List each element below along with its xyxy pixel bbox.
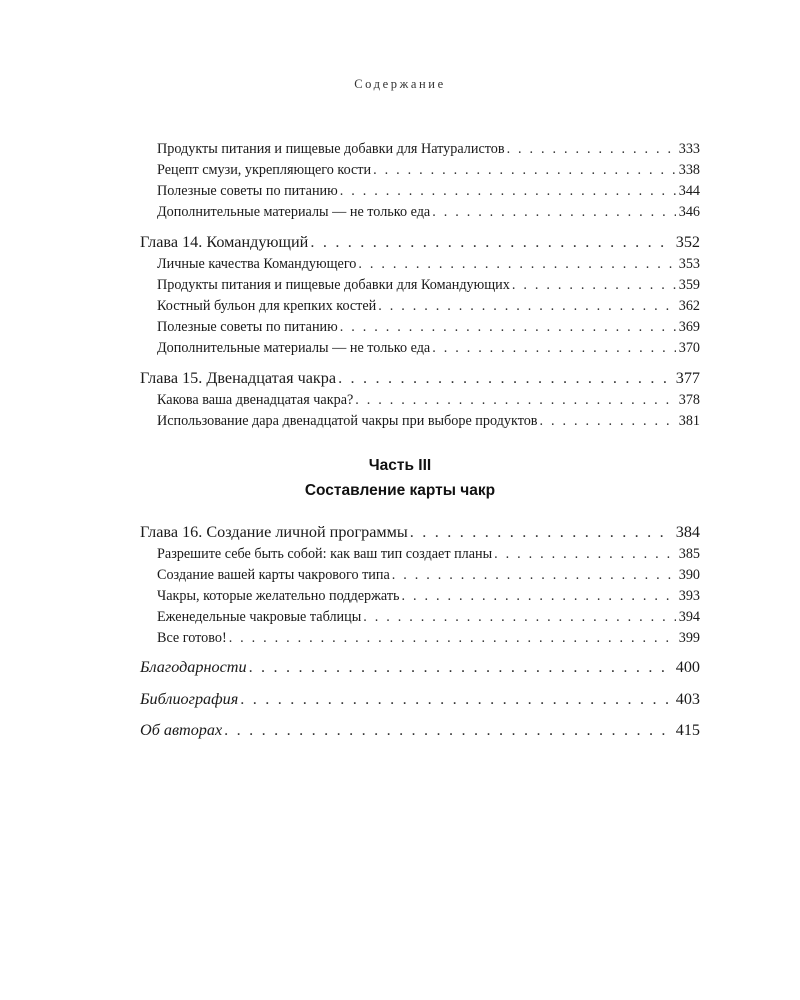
toc-entry[interactable] — [140, 139, 700, 160]
toc-entry[interactable] — [140, 254, 700, 275]
toc-entry[interactable] — [140, 628, 700, 649]
toc-entry[interactable] — [140, 544, 700, 565]
toc-entry-title: Какова ваша двенадцатая чакра? — [157, 392, 354, 408]
dot-leader — [229, 628, 676, 649]
dot-leader — [507, 139, 676, 160]
dot-leader — [224, 719, 673, 742]
toc-entry-page: 390 — [678, 567, 700, 583]
dot-leader — [240, 688, 672, 711]
toc-chapter-14 — [140, 231, 700, 359]
dot-leader — [355, 390, 675, 411]
toc-entry-title: Дополнительные материалы — не только еда — [157, 204, 431, 220]
toc-entry[interactable] — [140, 160, 700, 181]
back-matter-page: 400 — [675, 658, 700, 676]
toc-entry-title: Создание вашей карты чакрового типа — [157, 567, 390, 583]
toc-entry-page: 344 — [678, 183, 700, 199]
toc-entry-page: 385 — [678, 546, 700, 562]
dot-leader — [512, 275, 676, 296]
dot-leader — [402, 586, 676, 607]
dot-leader — [373, 160, 676, 181]
toc-chapter-entry[interactable] — [140, 367, 700, 390]
toc-entry[interactable] — [140, 202, 700, 223]
dot-leader — [432, 202, 676, 223]
toc-entry-title: Использование дара двенадцатой чакры при выборе продуктов — [157, 413, 538, 429]
toc-entry-page: 359 — [678, 277, 700, 293]
toc-entry-title: Личные качества Командующего — [157, 256, 357, 272]
toc-entry[interactable] — [140, 565, 700, 586]
toc-entry[interactable] — [140, 275, 700, 296]
toc-entry-page: 370 — [678, 340, 700, 356]
toc-entry-title: Полезные советы по питанию — [157, 183, 338, 199]
dot-leader — [494, 544, 676, 565]
toc-entry-page: 381 — [678, 413, 700, 429]
toc-entry-page: 338 — [678, 162, 700, 178]
toc-entry-page: 333 — [678, 141, 700, 157]
toc-back-matter-entry[interactable] — [140, 719, 700, 742]
dot-leader — [363, 607, 675, 628]
toc-entry[interactable] — [140, 411, 700, 432]
toc-entry-title: Костный бульон для крепких костей — [157, 298, 377, 314]
toc-entry[interactable] — [140, 607, 700, 628]
toc-entry[interactable] — [140, 390, 700, 411]
dot-leader — [432, 338, 676, 359]
toc-entry-title: Еженедельные чакровые таблицы — [157, 609, 362, 625]
toc-entry[interactable] — [140, 338, 700, 359]
back-matter-page: 403 — [675, 690, 700, 708]
toc-entry-title: Все готово! — [157, 630, 227, 646]
dot-leader — [310, 231, 672, 254]
dot-leader — [338, 367, 673, 390]
toc-entry-page: 362 — [678, 298, 700, 314]
toc-chapter-15 — [140, 367, 700, 432]
toc-entry-page: 369 — [678, 319, 700, 335]
toc-entry-page: 394 — [678, 609, 700, 625]
toc-entry-title: Продукты питания и пищевые добавки для Натуралистов — [157, 141, 505, 157]
part-label: Часть III — [368, 457, 432, 474]
dot-leader — [378, 296, 675, 317]
toc-back-matter-entry[interactable] — [140, 656, 700, 679]
toc-entry-page: 399 — [678, 630, 700, 646]
toc-entry-title: Чакры, которые желательно поддержать — [157, 588, 400, 604]
toc-back-matter-entry[interactable] — [140, 688, 700, 711]
toc-entry[interactable] — [140, 317, 700, 338]
toc-chapter-16 — [140, 521, 700, 649]
toc-entry[interactable] — [140, 296, 700, 317]
toc-entry[interactable] — [140, 586, 700, 607]
chapter-title: Глава 15. Двенадцатая чакра — [140, 369, 337, 387]
toc-entry-title: Разрешите себе быть собой: как ваш тип создает планы — [157, 546, 493, 562]
toc-entry-title: Рецепт смузи, укрепляющего кости — [157, 162, 372, 178]
toc-chapter-entry[interactable] — [140, 231, 700, 254]
toc-entry-page: 378 — [678, 392, 700, 408]
dot-leader — [249, 656, 673, 679]
toc-entry-title: Продукты питания и пищевые добавки для Командующих — [157, 277, 510, 293]
chapter-title: Глава 16. Создание личной программы — [140, 523, 408, 541]
part-title: Составление карты чакр — [304, 482, 496, 499]
toc-back-matter — [140, 688, 700, 711]
toc-block-previous-chapter — [140, 139, 700, 223]
toc-entry-title: Полезные советы по питанию — [157, 319, 338, 335]
dot-leader — [340, 317, 676, 338]
dot-leader — [358, 254, 675, 275]
toc-entry-page: 353 — [678, 256, 700, 272]
toc-entry[interactable] — [140, 181, 700, 202]
dot-leader — [340, 181, 676, 202]
toc-back-matter — [140, 656, 700, 679]
chapter-title: Глава 14. Командующий — [140, 233, 309, 251]
toc-chapter-entry[interactable] — [140, 521, 700, 544]
chapter-page: 384 — [675, 523, 700, 541]
dot-leader — [392, 565, 676, 586]
back-matter-title: Об авторах — [140, 721, 223, 739]
running-head: Содержание — [354, 77, 446, 91]
back-matter-title: Библиография — [140, 690, 239, 708]
toc-back-matter — [140, 719, 700, 742]
toc-entry-page: 346 — [678, 204, 700, 220]
toc-entry-title: Дополнительные материалы — не только еда — [157, 340, 431, 356]
back-matter-page: 415 — [675, 721, 700, 739]
chapter-page: 352 — [675, 233, 700, 251]
dot-leader — [410, 521, 673, 544]
chapter-page: 377 — [675, 369, 700, 387]
toc-entry-page: 393 — [678, 588, 700, 604]
dot-leader — [540, 411, 676, 432]
back-matter-title: Благодарности — [140, 658, 247, 676]
